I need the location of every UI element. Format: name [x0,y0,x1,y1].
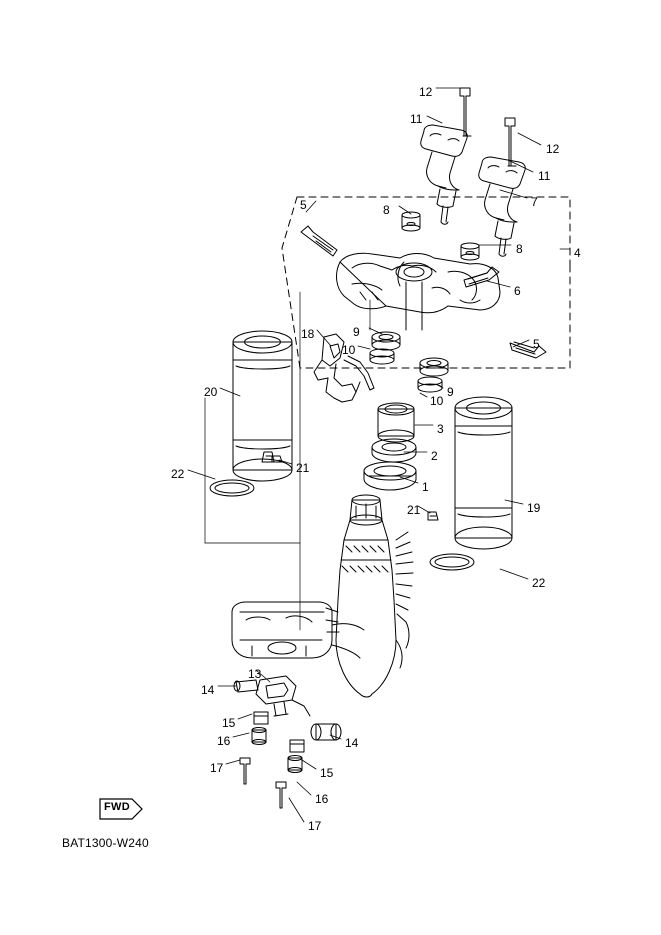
callout-number-5: 5 [300,198,307,212]
callout-number-10: 10 [430,394,444,408]
group-4-dashed-box [282,197,570,368]
callout-number-13: 13 [248,667,262,681]
fork-tube-19 [455,397,512,549]
steering-lock-13 [234,676,310,716]
nut-15-right [290,740,304,752]
callout-number-21: 21 [407,503,421,517]
bolt-17-left [240,758,250,784]
callout-number-11: 11 [538,169,551,183]
under-bracket-plate [232,602,364,658]
leader-lines [188,85,570,822]
washer-16-left [252,728,266,745]
bearing-race-1 [364,462,416,490]
callout-number-2: 2 [431,449,438,463]
dust-cover-3 [378,403,414,442]
upper-bracket [337,253,500,312]
callout-number-22: 22 [171,467,185,481]
callout-number-5: 5 [533,337,540,351]
callout-number-17: 17 [308,819,322,833]
bolt-17-right [276,782,286,808]
callout-number-18: 18 [301,327,315,341]
callout-number-15: 15 [320,766,334,780]
ring-nut-9-left [372,332,400,350]
callout-number-16: 16 [217,734,231,748]
callout-number-19: 19 [527,501,541,515]
bolt-5-upper [301,226,337,256]
ring-nut-9-right [420,358,448,376]
callout-number-9: 9 [447,385,454,399]
washer-10-right [418,377,442,392]
handlebar-clamp-left [421,125,468,224]
oring-22-left [210,480,254,496]
callout-number-14: 14 [345,736,359,750]
callout-number-12: 12 [419,85,433,99]
callout-number-8: 8 [516,242,523,256]
callout-number-6: 6 [514,284,521,298]
callout-number-12: 12 [546,142,560,156]
callout-number-21: 21 [296,461,310,475]
callout-number-15: 15 [222,716,236,730]
handlebar-holder-upper-left [460,88,471,136]
pin-21-right [428,512,438,520]
callout-number-11: 11 [410,112,423,126]
callout-number-1: 1 [422,480,429,494]
callout-number-7: 7 [531,195,538,209]
callout-number-8: 8 [383,203,390,217]
part-code-label: BAT1300-W240 [62,836,149,850]
lower-bracket-assembly [326,495,413,697]
washer-16-right [288,756,302,773]
nut-15-left [254,712,268,724]
washer-10-left [370,349,394,364]
callout-number-3: 3 [437,422,444,436]
handlebar-holder-upper-right [505,118,516,166]
callout-number-4: 4 [574,246,581,260]
collar-14-right [311,724,341,740]
oring-22-right [430,554,474,570]
washer-8-right [461,243,479,260]
fwd-label-text: FWD [104,801,130,813]
fork-tube-20 [233,331,292,481]
callout-number-14: 14 [201,683,215,697]
washer-8-left [402,212,420,231]
callout-number-9: 9 [353,325,360,339]
callout-number-20: 20 [204,385,218,399]
callout-number-22: 22 [532,576,546,590]
bolt-5-lower [510,342,546,358]
callout-number-17: 17 [210,761,224,775]
callout-number-10: 10 [342,343,356,357]
steering-stem-shaft [406,282,422,330]
callout-number-16: 16 [315,792,329,806]
